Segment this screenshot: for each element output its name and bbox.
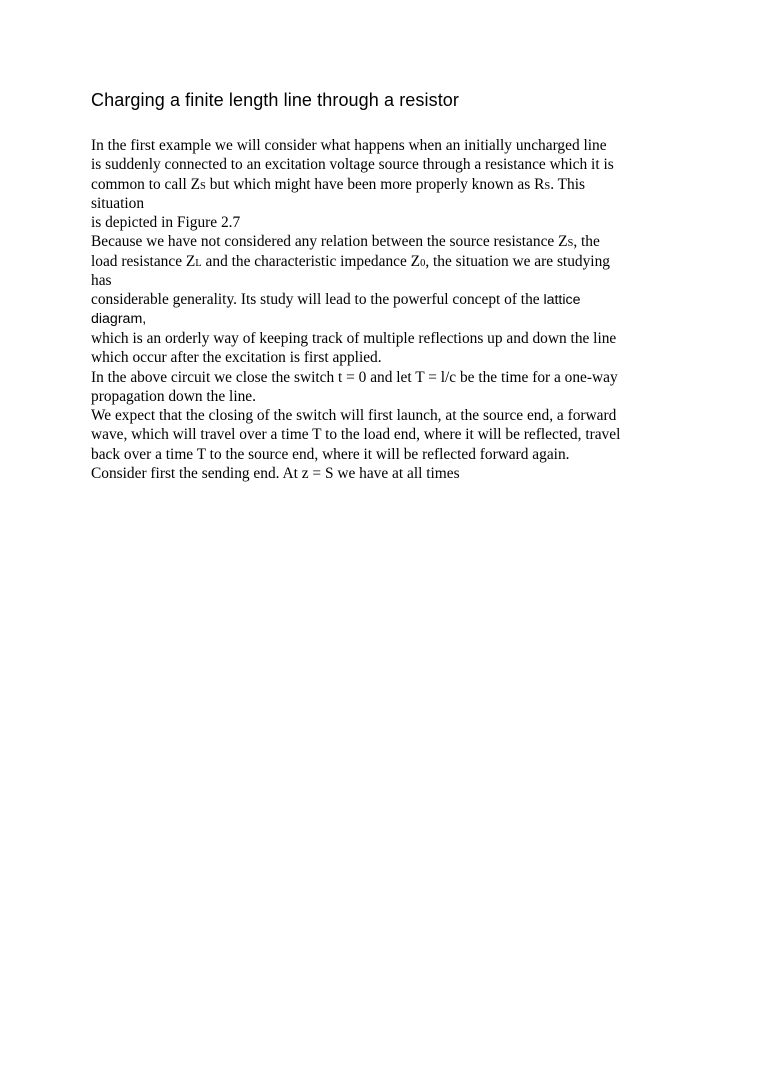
subscript: L: [195, 257, 202, 269]
text-line: back over a time T to the source end, where it will be reflected forward again.: [91, 445, 570, 463]
text-line: Because we have not considered any relation between the source resistance ZS, the: [91, 233, 600, 251]
subscript: S: [567, 238, 574, 250]
lattice-term: diagram,: [91, 310, 147, 327]
text-line: In the first example we will consider what happens when an initially uncharged line: [91, 137, 607, 154]
body-text: [91, 136, 671, 483]
lattice-term: lattice: [543, 292, 581, 309]
text-line: propagation down the line.: [91, 387, 256, 405]
section-heading: Charging a finite length line through a resistor: [91, 90, 460, 110]
text-line: We expect that the closing of the switch will first launch, at the source end, a forward: [91, 407, 617, 425]
subscript: S: [544, 180, 551, 192]
text-line: considerable generality. Its study will lead to the powerful concept of the lattice: [91, 291, 581, 309]
subscript: 0: [420, 257, 426, 269]
text-line: common to call ZS but which might have been more properly known as RS. This: [91, 175, 585, 193]
text-line: is suddenly connected to an excitation voltage source through a resistance which it is: [91, 156, 614, 174]
text-line: which is an orderly way of keeping track of multiple reflections up and down the line: [91, 329, 617, 347]
text-line: has: [91, 272, 112, 290]
subscript: S: [200, 180, 206, 192]
text-line: is depicted in Figure 2.7: [91, 214, 241, 232]
text-line: situation: [91, 194, 145, 212]
text-line: which occur after the excitation is first applied.: [91, 349, 382, 367]
text-line: wave, which will travel over a time T to the load end, where it will be reflected, travel: [91, 426, 621, 444]
text-line: [91, 310, 671, 329]
text-line: load resistance ZL and the characteristic impedance Z0, the situation we are studying: [91, 252, 610, 270]
text-line: Consider first the sending end. At z = S we have at all times: [91, 465, 460, 483]
text-line: In the above circuit we close the switch t = 0 and let T = l/c be the time for a one-way: [91, 368, 618, 386]
